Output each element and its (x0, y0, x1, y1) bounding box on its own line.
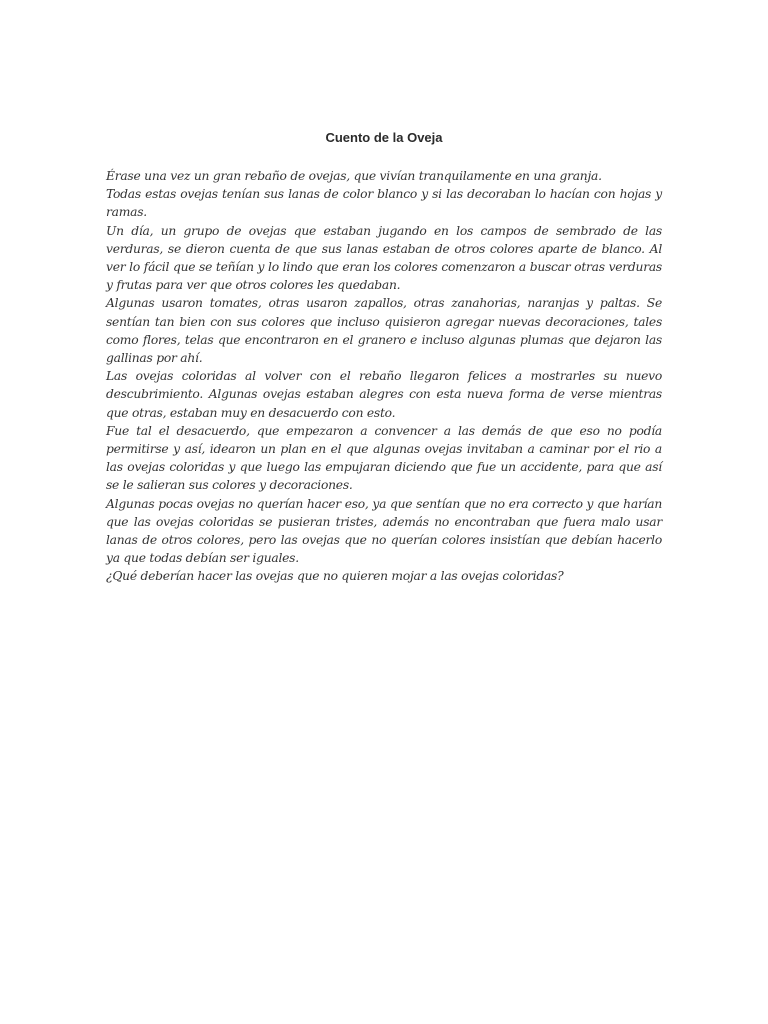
story-paragraph: Algunas pocas ovejas no querían hacer eso, ya que sentían que no era correcto y que harían que las ovejas coloridas se pusieran tristes, además no encontraban que fuera malo usar lanas de otros colores, pero las ovejas que no querían colores insistían que debían hacerlo ya que todas debían ser iguales. (106, 496, 662, 566)
story-paragraph: Las ovejas coloridas al volver con el rebaño llegaron felices a mostrarles su nuevo descubrimiento. Algunas ovejas estaban alegres con esta nueva forma de verse mientras que otras, estaban muy en desacuerdo con esto. (106, 369, 662, 420)
story-paragraph: Érase una vez un gran rebaño de ovejas, que vivían tranquilamente en una granja. (106, 169, 602, 183)
story-body (106, 167, 662, 586)
story-paragraph: Un día, un grupo de ovejas que estaban jugando en los campos de sembrado de las verduras, se dieron cuenta de que sus lanas estaban de otros colores aparte de blanco. Al ver lo fácil que se teñían y lo lindo que eran los colores comenzaron a buscar otras verduras y frutas para ver que otros colores les quedaban. (106, 223, 662, 293)
story-question: ¿Qué deberían hacer las ovejas que no quieren mojar a las ovejas coloridas? (106, 569, 564, 584)
story-paragraph: Algunas usaron tomates, otras usaron zapallos, otras zanahorias, naranjas y paltas. Se sentían tan bien con sus colores que incluso quisieron agregar nuevas decoraciones, tales como flores, telas que encontraron en el granero e incluso algunas plumas que dejaron las gallinas por ahí. (106, 296, 662, 366)
story-paragraph: Fue tal el desacuerdo, que empezaron a convencer a las demás de que eso no podía permitirse y así, idearon un plan en el que algunas ovejas invitaban a caminar por el rio a las ovejas coloridas y que luego las empujaran diciendo que fue un accidente, para que así se le salieran sus colores y decoraciones. (106, 423, 662, 493)
document-title: Cuento de la Oveja (325, 130, 443, 145)
story-paragraph: Todas estas ovejas tenían sus lanas de color blanco y si las decoraban lo hacían con hojas y ramas. (106, 187, 662, 220)
